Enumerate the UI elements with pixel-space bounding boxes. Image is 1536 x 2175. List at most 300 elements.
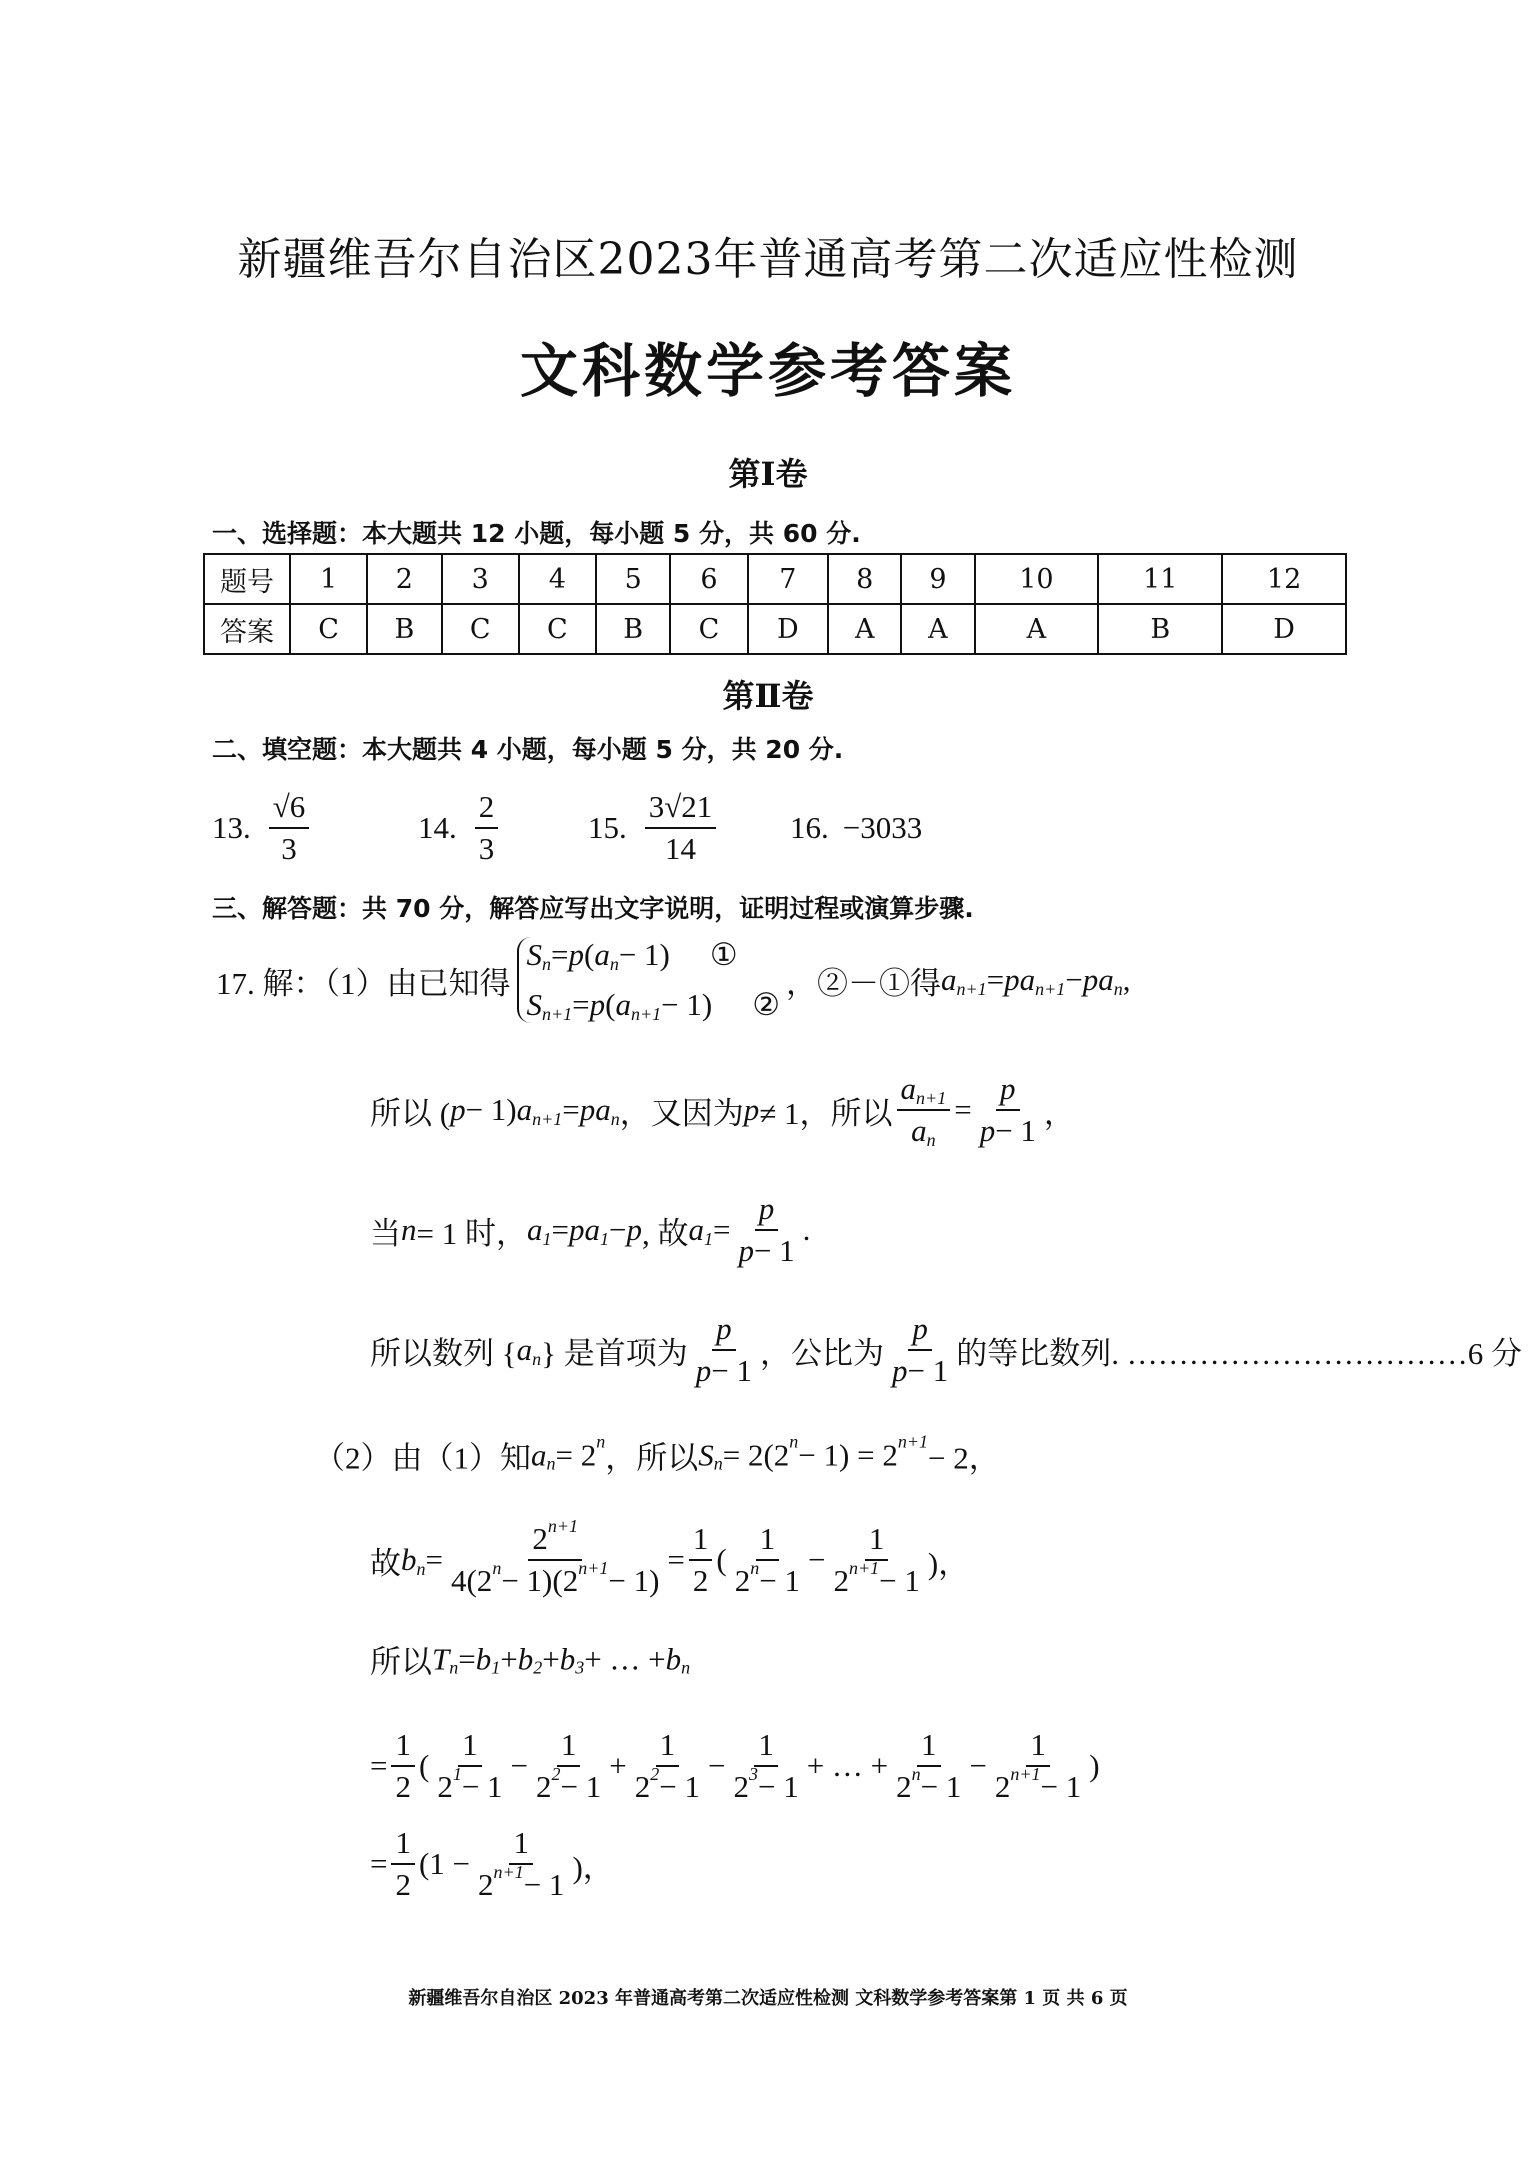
math-variable: p — [716, 1311, 732, 1346]
question-number-cell: 11 — [1098, 554, 1222, 604]
answer-table-answer-row — [204, 604, 1346, 654]
answer-cell: D — [1222, 604, 1346, 654]
question-number-cell: 9 — [901, 554, 974, 604]
math-text: − 1 — [995, 1113, 1036, 1148]
solution-line-q17-tn-expand — [370, 1727, 1100, 1805]
math-text: ( — [605, 987, 616, 1022]
math-text: = — [551, 1212, 569, 1247]
answer-cell: B — [596, 604, 670, 654]
math-text: ，公比为 — [760, 1335, 885, 1371]
math-variable: p — [912, 1311, 928, 1346]
math-fraction — [447, 1515, 663, 1599]
math-text: − 1 — [1040, 1769, 1082, 1804]
math-fraction — [689, 1521, 713, 1599]
document-title: 新疆维吾尔自治区2023年普通高考第二次适应性检测 — [237, 234, 1299, 285]
math-fraction — [391, 1727, 415, 1805]
fraction-numerator — [712, 1311, 736, 1351]
math-subscript: 1 — [491, 1657, 501, 1678]
math-text: − 1) — [618, 937, 670, 972]
math-superscript: n+1 — [848, 1557, 880, 1578]
question-number-cell: 7 — [748, 554, 829, 604]
math-variable: p — [589, 987, 606, 1022]
math-text: 2 — [733, 1769, 749, 1804]
math-text: 1 — [659, 1727, 676, 1762]
section-3-heading: 三、解答题：共 70 分，解答应写出文字说明，证明过程或演算步骤. — [212, 894, 974, 923]
math-variable: a — [516, 1092, 533, 1127]
question-number-cell: 4 — [519, 554, 596, 604]
math-text: 2 — [734, 1563, 751, 1598]
math-text: 3 — [478, 831, 495, 866]
fraction-denominator — [661, 829, 700, 867]
math-fraction — [829, 1521, 923, 1599]
math-text: − 1 — [907, 1353, 949, 1388]
math-text: 1 — [921, 1727, 937, 1762]
math-variable: p — [738, 1233, 754, 1268]
math-subscript: 1 — [599, 1228, 609, 1249]
math-variable: b — [559, 1641, 576, 1676]
math-fraction — [391, 1825, 415, 1903]
math-text: − — [707, 1748, 726, 1783]
math-variable: b — [401, 1542, 417, 1577]
fill-answer-item — [418, 789, 502, 867]
math-variable: a — [940, 962, 957, 997]
fraction-numerator — [269, 789, 310, 829]
math-variable: a — [688, 1212, 704, 1247]
answer-cell: A — [828, 604, 901, 654]
math-superscript: n+1 — [547, 1515, 579, 1536]
question-number-cell: 6 — [670, 554, 747, 604]
math-variable: p — [743, 1092, 760, 1127]
fraction-numerator — [509, 1825, 533, 1865]
math-text: √6 — [272, 789, 306, 824]
math-subscript: 2 — [533, 1657, 543, 1678]
math-text: 2 — [896, 1769, 912, 1804]
section-1-heading: 一、选择题：本大题共 12 小题，每小题 5 分，共 60 分. — [212, 519, 861, 548]
fraction-denominator — [474, 1861, 568, 1903]
answer-cell: C — [519, 604, 596, 654]
math-text: 4(2 — [450, 1563, 493, 1598]
math-text: − 1 — [759, 1563, 800, 1598]
math-text: ，②－①得 — [785, 965, 941, 1001]
math-text: )， — [572, 1849, 614, 1885]
math-text: − 1 — [757, 1769, 799, 1804]
fraction-numerator — [996, 1071, 1020, 1111]
math-text: = 2 — [555, 1437, 597, 1472]
math-text: 1 — [692, 1521, 709, 1556]
math-text: − — [608, 1212, 627, 1247]
question-number: 13. — [212, 810, 251, 845]
math-text: = — [572, 987, 590, 1022]
fraction-numerator — [475, 789, 499, 829]
math-text: 所以 ( — [370, 1095, 451, 1131]
math-text: 2 — [994, 1769, 1011, 1804]
math-variable: pa — [1082, 962, 1114, 997]
solution-line-q17-part2 — [314, 1433, 1000, 1478]
fraction-denominator — [689, 1561, 713, 1599]
answer-cell: D — [748, 604, 829, 654]
math-text: （2）由（1）知 — [314, 1440, 531, 1476]
math-text: ( — [716, 1542, 727, 1577]
fraction-denominator — [475, 829, 499, 867]
math-fraction — [645, 789, 717, 867]
math-text: = 1 时， — [416, 1215, 527, 1251]
math-variable: p — [450, 1092, 466, 1127]
math-text: 1 — [462, 1727, 478, 1762]
math-subscript: n — [449, 1657, 459, 1678]
math-text: ① — [709, 937, 738, 972]
math-text: ) — [1089, 1748, 1100, 1783]
fraction-denominator — [447, 1557, 663, 1599]
fraction-numerator — [391, 1727, 415, 1767]
part-2-heading: 第Ⅱ卷 — [722, 677, 814, 715]
math-text: 2 — [536, 1769, 552, 1804]
fraction-denominator — [731, 1557, 804, 1599]
math-text: − 1) — [661, 987, 713, 1022]
math-text: − 1 — [711, 1353, 753, 1388]
math-text: 1 — [560, 1727, 577, 1762]
math-fraction — [897, 1071, 951, 1149]
fill-answer-item — [588, 789, 720, 867]
math-text: 1 — [513, 1825, 529, 1860]
math-text: − 1 — [659, 1769, 700, 1804]
math-text: 2 — [478, 1867, 494, 1902]
math-text: , 故 — [641, 1215, 689, 1251]
math-text: ( — [583, 937, 595, 972]
math-superscript: 2 — [551, 1763, 561, 1784]
math-text: 所以数列 { — [370, 1335, 517, 1371]
math-variable: p — [758, 1191, 775, 1226]
math-text: 2 — [532, 1521, 548, 1556]
question-number-cell: 5 — [596, 554, 670, 604]
math-fraction — [532, 1727, 605, 1805]
fraction-denominator — [391, 1865, 415, 1903]
solution-line-q17-part1-system — [216, 937, 1131, 1023]
math-variable: a — [900, 1071, 917, 1106]
math-variable: b — [665, 1641, 682, 1676]
math-subscript: n — [610, 1108, 620, 1129]
math-text: − — [969, 1748, 987, 1783]
answer-cell: C — [290, 604, 367, 654]
answer-cell: B — [367, 604, 441, 654]
math-subscript: n — [681, 1657, 691, 1678]
math-variable: p — [979, 1113, 996, 1148]
fraction-numerator — [391, 1825, 415, 1865]
math-variable: a — [526, 1212, 543, 1247]
math-fraction — [631, 1727, 704, 1805]
part-1-heading: 第Ⅰ卷 — [728, 455, 808, 493]
fraction-denominator — [888, 1351, 952, 1389]
math-fraction — [892, 1727, 965, 1805]
math-text: 2 — [395, 1867, 411, 1902]
fill-answer-item — [212, 789, 313, 867]
math-superscript: n — [596, 1431, 606, 1452]
equation-system — [517, 937, 780, 1023]
answer-table — [203, 553, 1347, 655]
section-2-heading: 二、填空题：本大题共 4 小题，每小题 5 分，共 20 分. — [212, 735, 844, 764]
fraction-numerator — [754, 1727, 778, 1767]
math-variable: a — [516, 1332, 533, 1367]
math-text: − 1) — [608, 1563, 660, 1598]
fraction-denominator — [829, 1557, 923, 1599]
fraction-numerator — [689, 1521, 713, 1561]
math-subscript: n — [926, 1129, 936, 1150]
math-subscript: n — [532, 1348, 542, 1369]
math-text: , — [1122, 962, 1131, 997]
question-number-cell: 8 — [828, 554, 901, 604]
math-subscript: n — [416, 1558, 426, 1579]
math-fraction — [991, 1727, 1085, 1805]
fraction-denominator — [729, 1763, 802, 1805]
solution-line-q17-tn-result — [370, 1825, 614, 1903]
document-subtitle: 文科数学参考答案 — [519, 337, 1016, 405]
math-text: = — [425, 1542, 443, 1577]
math-subscript: n+1 — [630, 1003, 662, 1024]
math-superscript: 1 — [452, 1763, 462, 1784]
fraction-numerator — [645, 789, 717, 829]
math-variable: a — [615, 987, 631, 1022]
answer-cell: C — [670, 604, 747, 654]
math-text: 14 — [665, 831, 696, 866]
math-fraction — [433, 1727, 506, 1805]
math-variable: a — [911, 1113, 927, 1148]
math-superscript: n — [750, 1557, 760, 1578]
math-text: − — [807, 1542, 826, 1577]
math-variable: b — [475, 1641, 492, 1676]
math-superscript: 3 — [748, 1763, 758, 1784]
math-text: − 1 — [523, 1867, 565, 1902]
fraction-numerator — [908, 1311, 932, 1351]
math-text: − 1) — [465, 1092, 517, 1127]
math-text: −3033 — [842, 810, 923, 845]
solution-line-q17-conclusion — [370, 1311, 1522, 1389]
math-text: 故 — [370, 1545, 401, 1581]
fraction-denominator — [907, 1111, 940, 1149]
math-text: 1 — [868, 1521, 885, 1556]
math-text: + … + — [584, 1641, 666, 1676]
fraction-denominator — [532, 1763, 605, 1805]
math-text: − 1 — [560, 1769, 602, 1804]
math-text: 1 — [759, 1521, 776, 1556]
equation-row — [527, 937, 780, 973]
math-subscript: n+1 — [1035, 978, 1066, 999]
math-fraction — [475, 789, 499, 867]
math-text: − 1 — [879, 1563, 920, 1598]
fraction-denominator — [433, 1763, 506, 1805]
math-variable: pa — [579, 1092, 611, 1127]
fraction-numerator — [557, 1727, 581, 1767]
math-variable: p — [695, 1353, 712, 1388]
math-fraction — [474, 1825, 568, 1903]
math-superscript: 2 — [650, 1763, 660, 1784]
math-fraction — [976, 1071, 1040, 1149]
math-variable: S — [526, 987, 542, 1022]
math-variable: S — [698, 1437, 714, 1472]
math-subscript: 1 — [542, 1228, 552, 1249]
math-text: = — [370, 1846, 388, 1881]
math-variable: pa — [1004, 962, 1036, 997]
fraction-denominator — [991, 1763, 1085, 1805]
question-number-cell: 10 — [975, 554, 1099, 604]
math-text: 1 — [395, 1727, 411, 1762]
question-number: 16. — [790, 810, 829, 845]
math-text: 17. 解：（1）由已知得 — [216, 965, 511, 1001]
math-text: 2 — [692, 1563, 709, 1598]
answer-cell: C — [442, 604, 519, 654]
math-text: − 1)(2 — [501, 1563, 579, 1598]
math-text: − 1 — [461, 1769, 503, 1804]
math-text: } 是首项为 — [541, 1335, 688, 1371]
math-subscript: n — [546, 1453, 556, 1474]
math-superscript: n+1 — [493, 1861, 524, 1882]
fraction-denominator — [734, 1231, 798, 1269]
fraction-denominator — [391, 1767, 415, 1805]
math-text: 3 — [281, 831, 297, 866]
math-subscript: n+1 — [916, 1087, 947, 1108]
math-subscript: n+1 — [532, 1108, 563, 1129]
solution-line-q17-tn — [370, 1637, 690, 1682]
math-text: 2 — [478, 789, 495, 824]
fraction-denominator — [692, 1351, 756, 1389]
math-text: + — [609, 1748, 627, 1783]
math-subscript: n — [713, 1453, 723, 1474]
math-text: ， — [1043, 1095, 1075, 1131]
fraction-denominator — [631, 1763, 704, 1805]
math-subscript: n+1 — [956, 978, 987, 999]
math-text: + — [500, 1641, 518, 1676]
math-text: )， — [927, 1545, 970, 1581]
math-text: 2 — [634, 1769, 651, 1804]
math-variable: p — [1000, 1071, 1016, 1106]
math-subscript: 3 — [575, 1657, 585, 1678]
fraction-denominator — [976, 1111, 1040, 1149]
row-label-cell: 答案 — [204, 604, 290, 654]
math-variable: a — [531, 1437, 547, 1472]
question-number-cell: 1 — [290, 554, 367, 604]
math-text: = — [954, 1092, 972, 1127]
math-text: = — [667, 1542, 685, 1577]
fraction-denominator — [892, 1763, 965, 1805]
question-number-cell: 12 — [1222, 554, 1346, 604]
math-text: = — [986, 962, 1005, 997]
math-text: . — [802, 1212, 811, 1247]
math-text: 2 — [437, 1769, 453, 1804]
math-text: = — [712, 1212, 731, 1247]
row-label-cell: 题号 — [204, 554, 290, 604]
math-text: 3√21 — [648, 789, 713, 824]
math-fraction — [692, 1311, 756, 1389]
fraction-denominator — [277, 829, 301, 867]
math-subscript: n — [1113, 978, 1123, 999]
math-variable: p — [892, 1353, 908, 1388]
fraction-numerator — [1026, 1727, 1050, 1767]
math-text: = — [370, 1748, 388, 1783]
math-superscript: n+1 — [1010, 1763, 1041, 1784]
math-subscript: n+1 — [542, 1003, 573, 1024]
math-text: = 2(2 — [722, 1437, 790, 1472]
math-text: ≠ 1，所以 — [759, 1095, 893, 1131]
math-variable: S — [526, 937, 542, 972]
math-variable: T — [432, 1641, 450, 1676]
math-text: ，所以 — [605, 1440, 699, 1476]
math-text: 2 — [395, 1769, 411, 1804]
fraction-numerator — [756, 1521, 780, 1561]
math-superscript: n — [911, 1763, 921, 1784]
question-number-cell: 3 — [442, 554, 519, 604]
math-fraction — [269, 789, 310, 867]
fraction-numerator — [656, 1727, 680, 1767]
math-text: ，又因为 — [619, 1095, 744, 1131]
math-fraction — [729, 1727, 802, 1805]
fraction-numerator — [528, 1515, 582, 1561]
math-text: 1 — [758, 1727, 774, 1762]
math-text: = — [458, 1641, 476, 1676]
math-text: ( — [418, 1748, 430, 1783]
fill-answer-item — [790, 810, 922, 846]
math-text: − 1 — [920, 1769, 962, 1804]
math-text: − — [1065, 962, 1083, 997]
math-variable: b — [517, 1641, 534, 1676]
math-text: = — [562, 1092, 580, 1127]
math-superscript: n — [492, 1557, 502, 1578]
math-variable: pa — [568, 1212, 600, 1247]
answer-cell: A — [901, 604, 974, 654]
question-number-cell: 2 — [367, 554, 441, 604]
answer-table-header-row — [204, 554, 1346, 604]
math-variable: p — [626, 1212, 642, 1247]
math-superscript: n+1 — [897, 1431, 928, 1452]
math-text: 1 — [395, 1825, 411, 1860]
answer-cell: A — [975, 604, 1099, 654]
math-text: − 2， — [928, 1440, 1000, 1476]
math-fraction — [731, 1521, 804, 1599]
math-text: 所以 — [370, 1644, 432, 1680]
fraction-numerator — [458, 1727, 482, 1767]
solution-line-q17-bn — [370, 1515, 970, 1599]
math-variable: p — [568, 937, 584, 972]
math-variable: a — [594, 937, 610, 972]
fraction-numerator — [897, 1071, 951, 1111]
answer-cell: B — [1098, 604, 1222, 654]
math-text: ② — [752, 987, 780, 1022]
math-text: + … + — [806, 1748, 889, 1783]
math-text: 当 — [370, 1215, 401, 1251]
math-subscript: n — [542, 953, 551, 974]
equation-row — [527, 987, 780, 1023]
fraction-numerator — [865, 1521, 889, 1561]
math-text: 1 — [1030, 1727, 1046, 1762]
math-subscript: n — [609, 953, 619, 974]
math-text: − — [510, 1748, 529, 1783]
math-text: 2 — [833, 1563, 849, 1598]
math-text: (1 − — [418, 1846, 471, 1881]
math-text: 的等比数列. ……………………………6 分 — [956, 1335, 1522, 1371]
math-variable: n — [401, 1212, 417, 1247]
math-subscript: 1 — [703, 1228, 713, 1249]
solution-line-q17-ratio — [370, 1071, 1075, 1149]
math-text: − 1) = 2 — [798, 1437, 898, 1472]
math-text: + — [542, 1641, 560, 1676]
math-text: − 1 — [753, 1233, 795, 1268]
math-superscript: n — [789, 1431, 799, 1452]
question-number: 15. — [588, 810, 627, 845]
math-fraction — [734, 1191, 798, 1269]
question-number: 14. — [418, 810, 457, 845]
page-footer: 新疆维吾尔自治区 2023 年普通高考第二次适应性检测 文科数学参考答案第 1 页 共 6 页 — [408, 1988, 1128, 2009]
math-text: = — [551, 937, 569, 972]
fraction-numerator — [755, 1191, 779, 1231]
math-fraction — [888, 1311, 952, 1389]
math-superscript: n+1 — [578, 1557, 609, 1578]
